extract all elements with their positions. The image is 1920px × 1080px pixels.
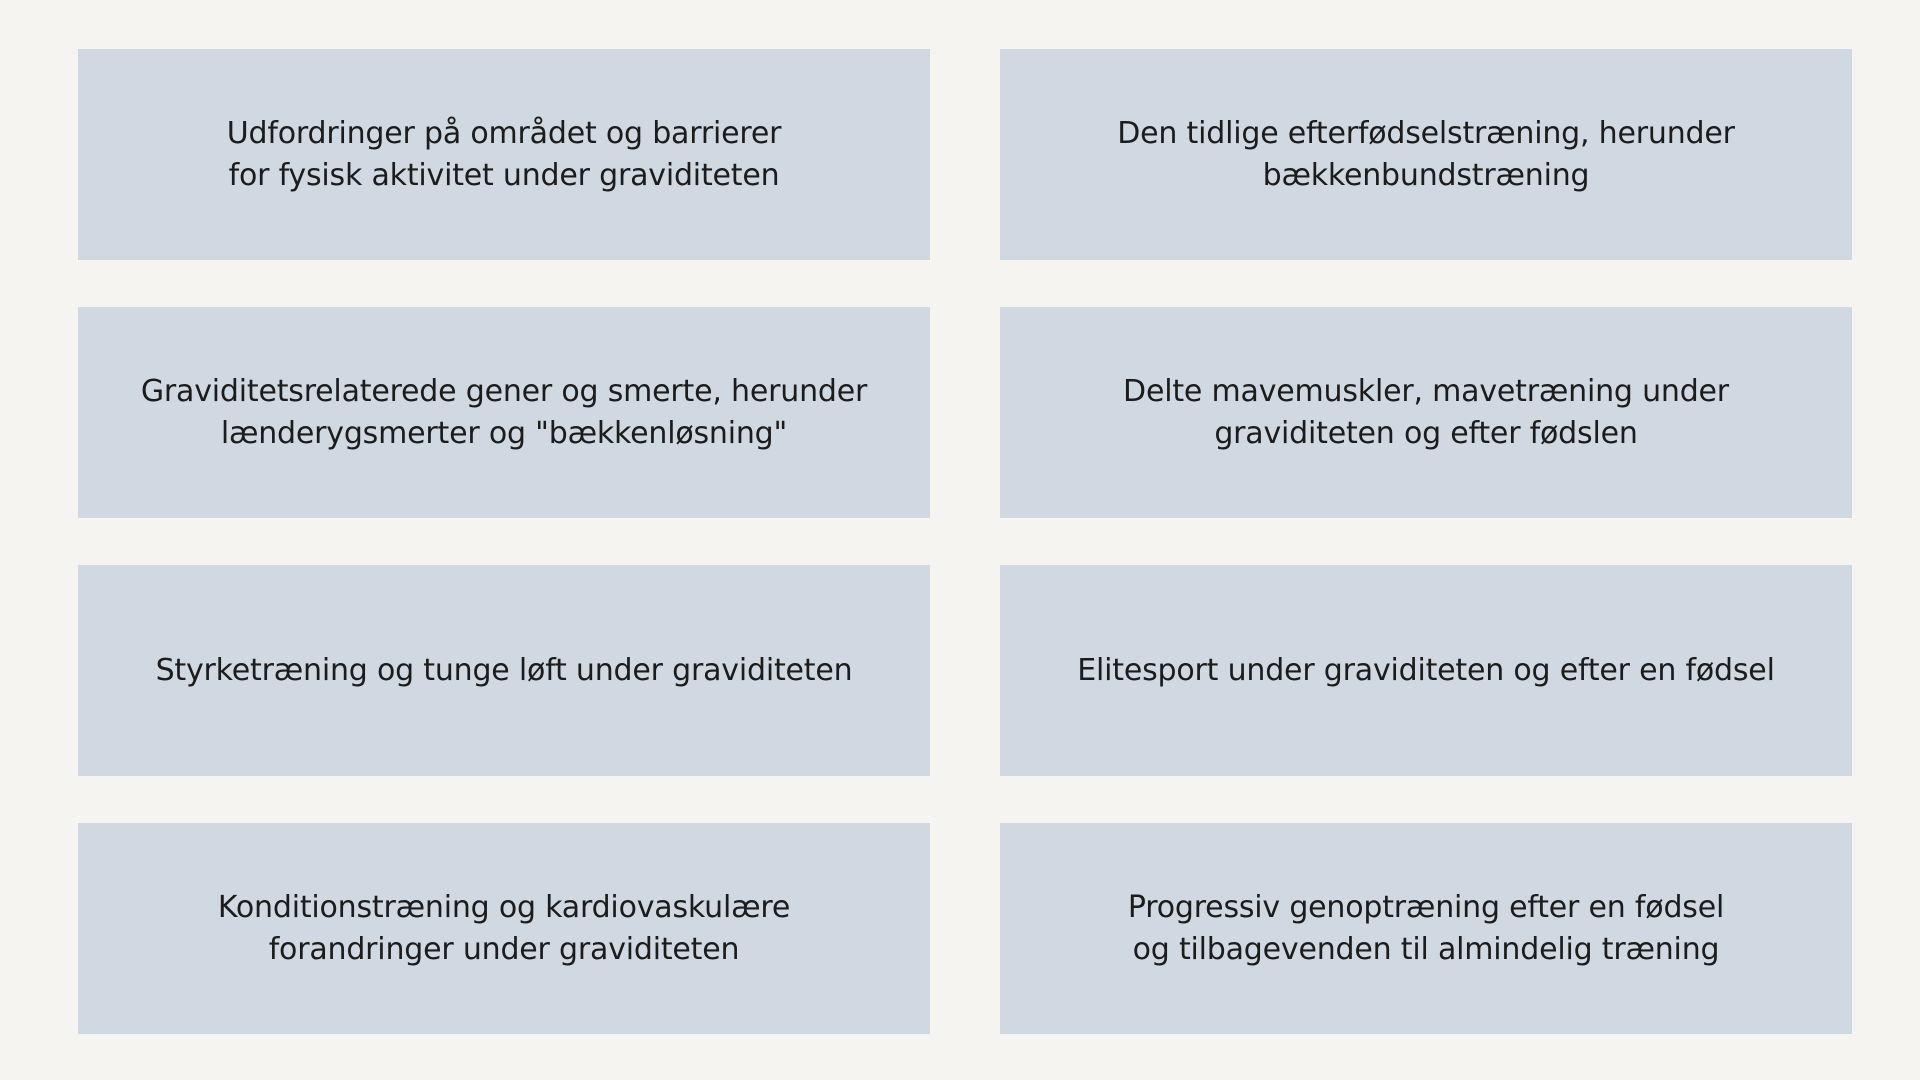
topic-card-early-postpartum-training[interactable]: [1000, 49, 1852, 260]
topic-card-strength-training[interactable]: [78, 565, 930, 776]
topic-card-label: Graviditetsrelaterede gener og smerte, herunder lænderygsmerter og "bækkenløsning": [140, 373, 868, 451]
topic-card-label: Konditionstræning og kardiovaskulære forandringer under graviditeten: [217, 889, 791, 967]
topic-card-progressive-rehab[interactable]: [1000, 823, 1852, 1034]
topic-card-label: Styrketræning og tunge løft under graviditeten: [155, 652, 853, 688]
topic-card-label: Elitesport under graviditeten og efter en fødsel: [1077, 652, 1775, 688]
topic-card-pregnancy-pain[interactable]: [78, 307, 930, 518]
topic-card-label: Delte mavemuskler, mavetræning under graviditeten og efter fødslen: [1123, 373, 1729, 451]
topic-grid: [78, 49, 1852, 1034]
topic-card-elite-sport[interactable]: [1000, 565, 1852, 776]
topic-card-label: Den tidlige efterfødselstræning, herunder bækkenbundstræning: [1117, 115, 1735, 193]
topic-card-label: Udfordringer på området og barrierer for fysisk aktivitet under graviditeten: [226, 115, 782, 193]
topic-card-label: Progressiv genoptræning efter en fødsel og tilbagevenden til almindelig træning: [1127, 889, 1725, 967]
topic-card-challenges-barriers[interactable]: [78, 49, 930, 260]
topic-card-cardio-training[interactable]: [78, 823, 930, 1034]
topic-card-diastasis-recti[interactable]: [1000, 307, 1852, 518]
